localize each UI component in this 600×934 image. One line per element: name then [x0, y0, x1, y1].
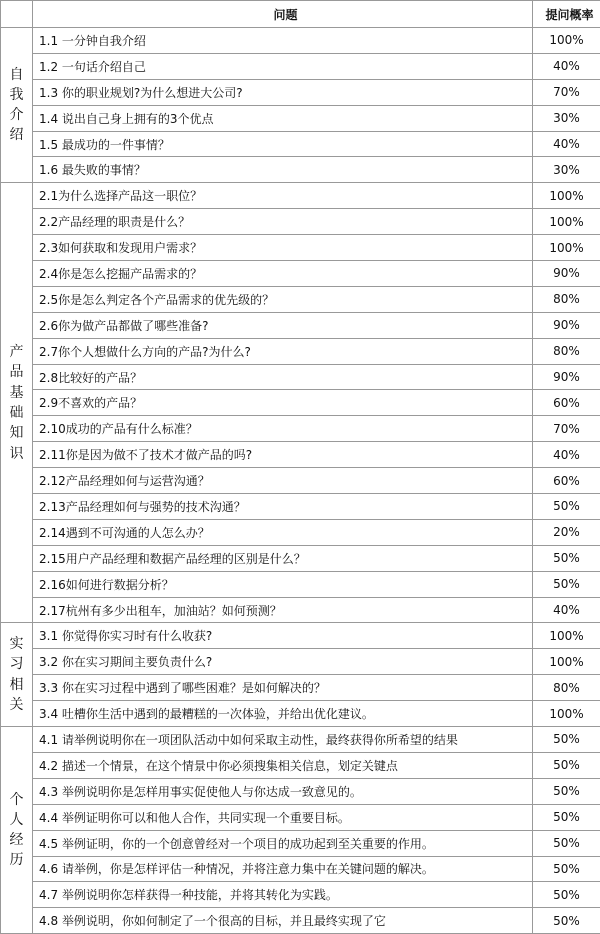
table-row: [1, 338, 600, 364]
probability-cell: 80%: [533, 675, 600, 701]
probability-cell: 90%: [533, 364, 600, 390]
question-cell: 2.1为什么选择产品这一职位？: [33, 183, 533, 209]
header-row: [1, 1, 600, 28]
probability-cell: 70%: [533, 79, 600, 105]
question-cell: 2.4你是怎么挖掘产品需求的？: [33, 261, 533, 287]
category-char: 相: [1, 675, 32, 695]
probability-cell: 40%: [533, 53, 600, 79]
table-row: [1, 727, 600, 753]
table-row: [1, 28, 600, 54]
probability-cell: 50%: [533, 882, 600, 908]
category-char: 个: [1, 790, 32, 810]
category-char: 实: [1, 634, 32, 654]
probability-cell: 30%: [533, 105, 600, 131]
probability-cell: 30%: [533, 157, 600, 183]
table-row: [1, 649, 600, 675]
probability-cell: 90%: [533, 261, 600, 287]
table-row: [1, 804, 600, 830]
probability-cell: 40%: [533, 131, 600, 157]
table-row: [1, 261, 600, 287]
table-row: [1, 286, 600, 312]
probability-cell: 60%: [533, 468, 600, 494]
probability-cell: 40%: [533, 442, 600, 468]
probability-cell: 100%: [533, 649, 600, 675]
question-cell: 2.14遇到不可沟通的人怎么办？: [33, 519, 533, 545]
table-row: [1, 752, 600, 778]
question-cell: 3.4 吐槽你生活中遇到的最糟糕的一次体验，并给出优化建议。: [33, 701, 533, 727]
probability-cell: 50%: [533, 571, 600, 597]
question-cell: 4.3 举例说明你是怎样用事实促使他人与你达成一致意见的。: [33, 778, 533, 804]
question-cell: 2.10成功的产品有什么标准？: [33, 416, 533, 442]
question-cell: 2.5你是怎么判定各个产品需求的优先级的？: [33, 286, 533, 312]
table-row: [1, 468, 600, 494]
probability-cell: 80%: [533, 338, 600, 364]
question-cell: 2.8比较好的产品？: [33, 364, 533, 390]
probability-cell: 80%: [533, 286, 600, 312]
category-char: 自: [1, 65, 32, 85]
question-cell: 2.16如何进行数据分析？: [33, 571, 533, 597]
category-char: 础: [1, 403, 32, 423]
table-row: [1, 390, 600, 416]
question-cell: 2.2产品经理的职责是什么？: [33, 209, 533, 235]
table-row: [1, 235, 600, 261]
category-cell: [1, 727, 33, 934]
category-cell: [1, 28, 33, 183]
table-row: [1, 131, 600, 157]
question-cell: 2.15用户产品经理和数据产品经理的区别是什么？: [33, 545, 533, 571]
question-cell: 4.6 请举例，你是怎样评估一种情况，并将注意力集中在关键问题的解决。: [33, 856, 533, 882]
question-cell: 4.4 举例证明你可以和他人合作，共同实现一个重要目标。: [33, 804, 533, 830]
question-cell: 2.11你是因为做不了技术才做产品的吗?: [33, 442, 533, 468]
probability-header: 提问概率: [533, 1, 600, 28]
category-cell: [1, 183, 33, 623]
question-cell: 1.6 最失败的事情？: [33, 157, 533, 183]
question-cell: 2.13产品经理如何与强势的技术沟通？: [33, 494, 533, 520]
category-char: 习: [1, 654, 32, 674]
table-row: [1, 623, 600, 649]
category-char: 品: [1, 362, 32, 382]
table-row: [1, 675, 600, 701]
table-row: [1, 830, 600, 856]
table-body: [1, 28, 600, 934]
probability-cell: 100%: [533, 701, 600, 727]
table-row: [1, 157, 600, 183]
category-char: 人: [1, 810, 32, 830]
table-row: [1, 416, 600, 442]
probability-cell: 60%: [533, 390, 600, 416]
question-cell: 1.4 说出自己身上拥有的3个优点: [33, 105, 533, 131]
question-cell: 1.5 最成功的一件事情？: [33, 131, 533, 157]
category-char: 识: [1, 444, 32, 464]
table-row: [1, 571, 600, 597]
question-cell: 3.2 你在实习期间主要负责什么?: [33, 649, 533, 675]
question-cell: 2.9不喜欢的产品？: [33, 390, 533, 416]
question-cell: 2.17杭州有多少出租车，加油站？如何预测？: [33, 597, 533, 623]
table-row: [1, 442, 600, 468]
question-cell: 1.3 你的职业规划?为什么想进大公司?: [33, 79, 533, 105]
question-cell: 1.1 一分钟自我介绍: [33, 28, 533, 54]
category-char: 产: [1, 342, 32, 362]
table-row: [1, 209, 600, 235]
probability-cell: 20%: [533, 519, 600, 545]
category-char: 知: [1, 423, 32, 443]
probability-cell: 50%: [533, 778, 600, 804]
question-cell: 3.1 你觉得你实习时有什么收获?: [33, 623, 533, 649]
probability-cell: 50%: [533, 804, 600, 830]
category-char: 经: [1, 830, 32, 850]
probability-cell: 50%: [533, 856, 600, 882]
table-row: [1, 53, 600, 79]
category-cell: [1, 623, 33, 727]
probability-cell: 50%: [533, 494, 600, 520]
probability-cell: 90%: [533, 312, 600, 338]
question-cell: 2.12产品经理如何与运营沟通？: [33, 468, 533, 494]
category-char: 关: [1, 695, 32, 715]
table-row: [1, 494, 600, 520]
question-cell: 4.1 请举例说明你在一项团队活动中如何采取主动性，最终获得你所希望的结果: [33, 727, 533, 753]
question-cell: 2.3如何获取和发现用户需求？: [33, 235, 533, 261]
probability-cell: 70%: [533, 416, 600, 442]
category-char: 绍: [1, 125, 32, 145]
probability-cell: 50%: [533, 727, 600, 753]
table-row: [1, 312, 600, 338]
question-cell: 3.3 你在实习过程中遇到了哪些困难？是如何解决的？: [33, 675, 533, 701]
question-header: 问题: [33, 1, 533, 28]
table-row: [1, 882, 600, 908]
probability-cell: 50%: [533, 908, 600, 934]
probability-cell: 100%: [533, 183, 600, 209]
category-char: 我: [1, 85, 32, 105]
table-row: [1, 908, 600, 934]
table-row: [1, 701, 600, 727]
question-cell: 2.6你为做产品都做了哪些准备?: [33, 312, 533, 338]
table-row: [1, 778, 600, 804]
category-char: 历: [1, 850, 32, 870]
table-row: [1, 519, 600, 545]
probability-cell: 50%: [533, 830, 600, 856]
category-char: 基: [1, 383, 32, 403]
question-cell: 4.2 描述一个情景，在这个情景中你必须搜集相关信息，划定关键点: [33, 752, 533, 778]
question-cell: 4.8 举例说明，你如何制定了一个很高的目标，并且最终实现了它: [33, 908, 533, 934]
probability-cell: 100%: [533, 235, 600, 261]
table-row: [1, 105, 600, 131]
table-row: [1, 183, 600, 209]
category-char: 介: [1, 105, 32, 125]
question-cell: 1.2 一句话介绍自己: [33, 53, 533, 79]
table-row: [1, 79, 600, 105]
probability-cell: 40%: [533, 597, 600, 623]
question-cell: 2.7你个人想做什么方向的产品?为什么?: [33, 338, 533, 364]
question-cell: 4.7 举例说明你怎样获得一种技能，并将其转化为实践。: [33, 882, 533, 908]
probability-cell: 50%: [533, 545, 600, 571]
table-row: [1, 597, 600, 623]
table-row: [1, 364, 600, 390]
probability-cell: 100%: [533, 209, 600, 235]
question-cell: 4.5 举例证明，你的一个创意曾经对一个项目的成功起到至关重要的作用。: [33, 830, 533, 856]
table-row: [1, 545, 600, 571]
probability-cell: 50%: [533, 752, 600, 778]
category-header: [1, 1, 33, 28]
probability-cell: 100%: [533, 28, 600, 54]
probability-cell: 100%: [533, 623, 600, 649]
table-row: [1, 856, 600, 882]
